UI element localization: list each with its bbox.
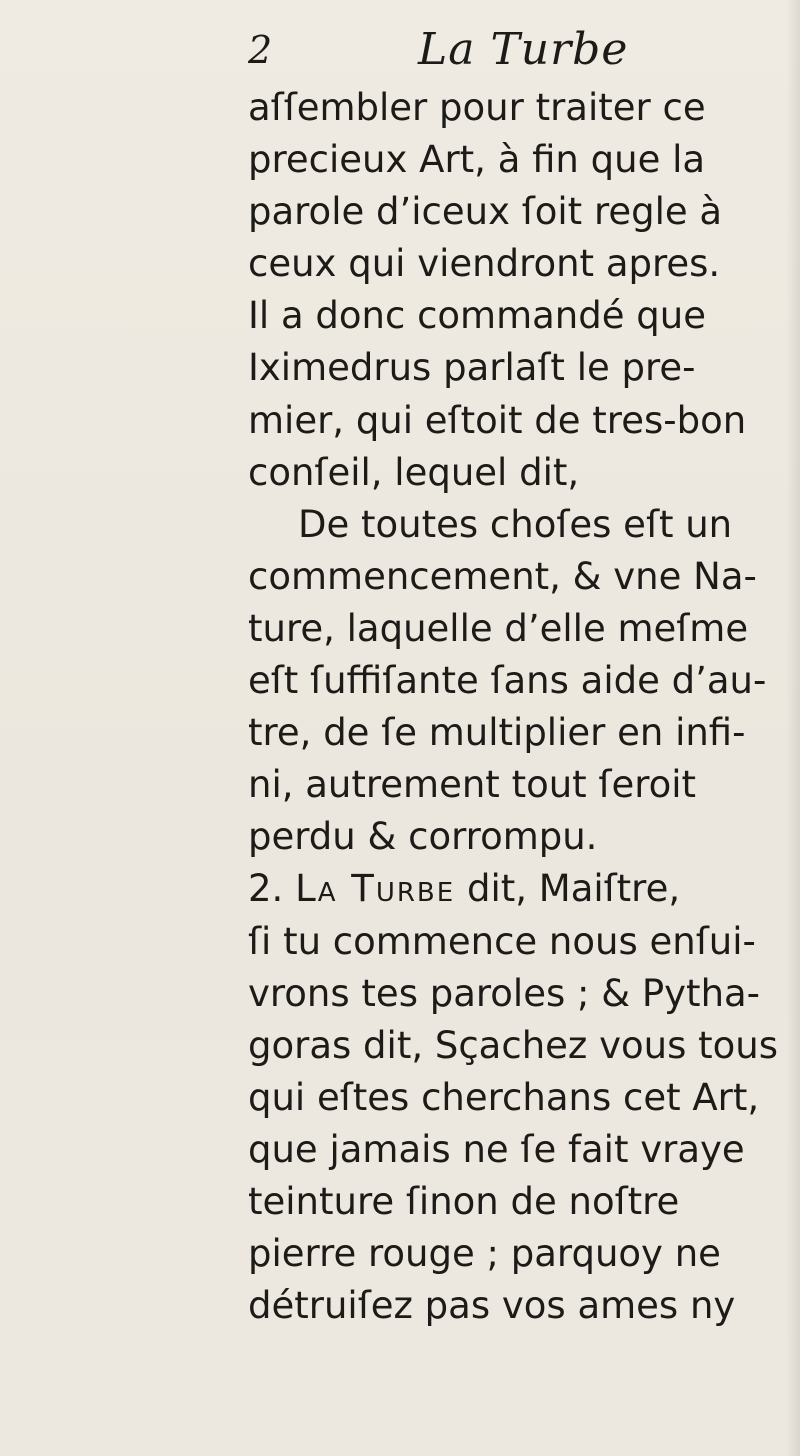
line-text: dit, Maiſtre, — [466, 867, 681, 911]
text-line: que jamais ne ſe fait vraye — [248, 1127, 745, 1171]
text-line: Il a donc commandé que — [248, 294, 706, 338]
text-line-paragraph-2 — [248, 863, 784, 915]
text-line: commencement, & vne Na- — [248, 554, 757, 598]
page-edge-shadow — [786, 0, 800, 1456]
text-line: Iximedrus parlaſt le pre- — [248, 346, 696, 390]
paragraph-number: 2. — [248, 867, 284, 911]
text-line: parole d’iceux ſoit regle à — [248, 190, 723, 234]
text-line: precieux Art, à fin que la — [248, 138, 706, 182]
text-line: eſt ſuffiſante ſans aide d’au- — [248, 659, 767, 703]
body-text — [248, 82, 784, 1332]
text-line: vrons tes paroles ; & Pytha- — [248, 971, 761, 1015]
text-line: ceux qui viendront apres. — [248, 242, 721, 286]
text-line: détruiſez pas vos ames ny — [248, 1284, 736, 1328]
text-line: De toutes choſes eſt un — [298, 502, 733, 546]
text-line: conſeil, lequel dit, — [248, 450, 580, 494]
text-line: aſſembler pour traiter ce — [248, 86, 706, 129]
text-line: mier, qui eſtoit de tres-bon — [248, 398, 747, 442]
text-line: ſi tu commence nous enſui- — [248, 919, 756, 963]
page-header — [248, 22, 788, 82]
text-line: pierre rouge ; parquoy ne — [248, 1232, 721, 1276]
text-line: teinture ſinon de noſtre — [248, 1179, 680, 1223]
text-line: perdu & corrompu. — [248, 815, 598, 859]
text-line: ture, laquelle d’elle meſme — [248, 606, 749, 650]
text-line: tre, de ſe multiplier en infi- — [248, 711, 746, 755]
page-number: 2 — [248, 28, 273, 72]
running-title: La Turbe — [418, 24, 629, 75]
text-line: qui eſtes cherchans cet Art, — [248, 1075, 760, 1119]
speaker-name: La Turbe — [295, 867, 456, 911]
text-line: ni, autrement tout ſeroit — [248, 763, 697, 807]
text-line: goras dit, Sçachez vous tous — [248, 1023, 778, 1067]
